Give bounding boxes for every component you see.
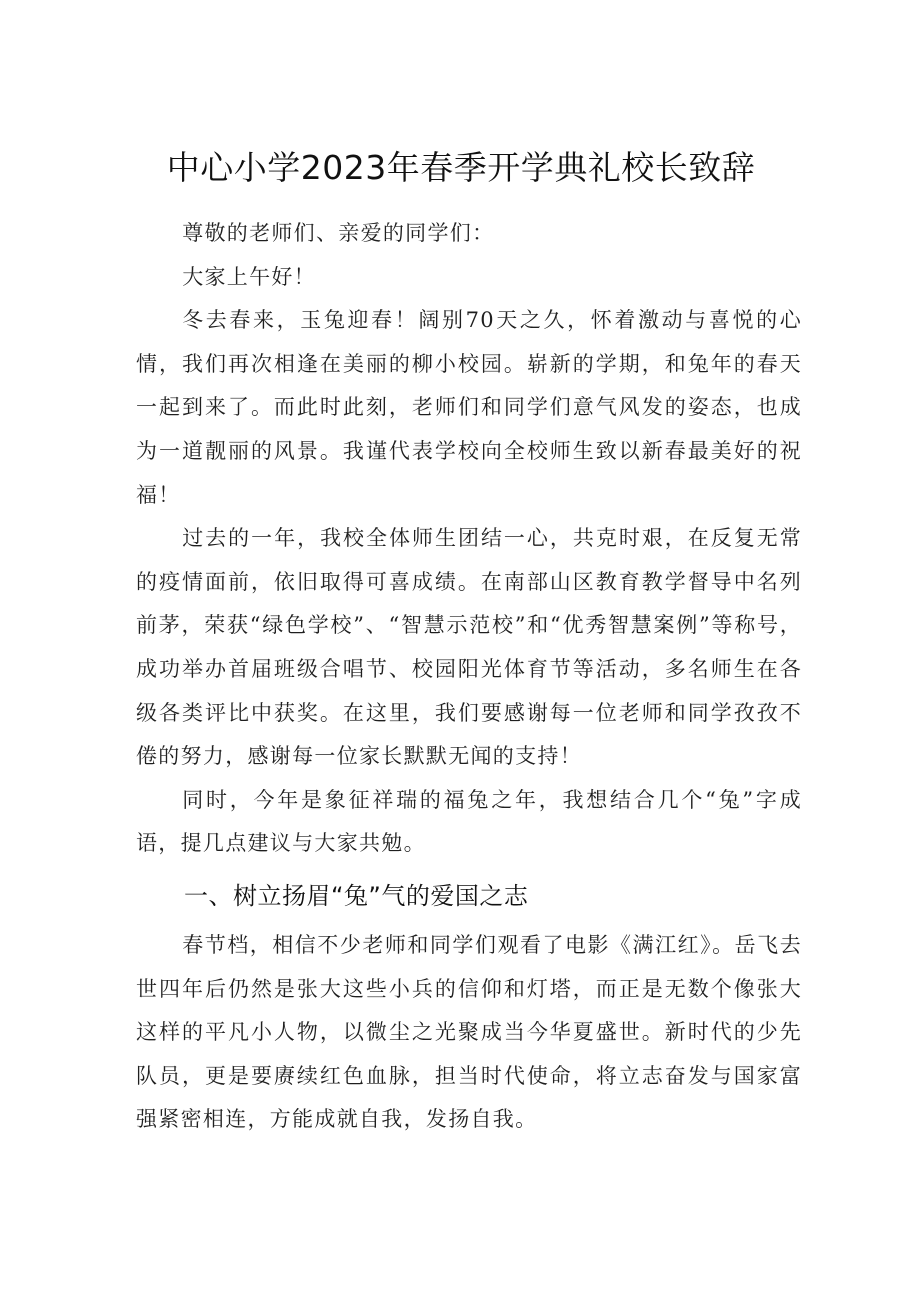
section-heading-1: 一、树立扬眉“兔”气的爱国之志 — [184, 881, 529, 910]
document-title: 中心小学2023年春季开学典礼校长致辞 — [166, 148, 756, 187]
greeting: 大家上午好！ — [182, 264, 316, 289]
section-1-paragraph: 春节档，相信不少老师和同学们观看了电影《满江红》。岳飞去世四年后仍然是张大这些小兵的信仰和灯塔，而正是无数个像张大这样的平凡小人物，以微尘之光聚成当今华夏盛世。新时代的少先队员，更是要赓续红色血脉，担当时代使命，将立志奋发与国家富强紧密相连，方能成就自我，发扬自我。 — [136, 932, 802, 1132]
paragraph-spring-welcome: 冬去春来，玉兔迎春！阔别70天之久，怀着激动与喜悦的心情，我们再次相逢在美丽的柳小校园。崭新的学期，和兔年的春天一起到来了。而此时此刻，老师们和同学们意气风发的姿态，也成为一道靓丽的风景。我谨代表学校向全校师生致以新春最美好的祝福！ — [136, 308, 802, 507]
salutation: 尊敬的老师们、亲爱的同学们： — [182, 221, 495, 245]
paragraph-suggestions-intro: 同时，今年是象征祥瑞的福兔之年，我想结合几个“兔”字成语，提几点建议与大家共勉。 — [136, 787, 802, 856]
paragraph-past-year: 过去的一年，我校全体师生团结一心，共克时艰，在反复无常的疫情面前，依旧取得可喜成绩。在南部山区教育教学督导中名列前茅，荣获“绿色学校”、“智慧示范校”和“优秀智慧案例”等称号，成功举办首届班级合唱节、校园阳光体育节等活动，多名师生在各级各类评比中获奖。在这里，我们要感谢每一位老师和同学孜孜不倦的努力，感谢每一位家长默默无闻的支持！ — [136, 526, 802, 769]
